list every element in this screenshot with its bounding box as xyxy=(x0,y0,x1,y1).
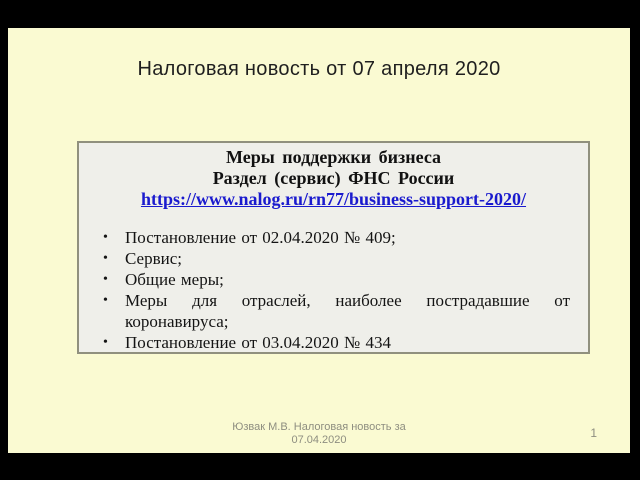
bullet-text: Сервис; xyxy=(125,249,182,268)
bullet-item-4 xyxy=(101,290,570,332)
bullet-text: Постановление от 03.04.2020 № 434 xyxy=(125,333,392,352)
page-number: 1 xyxy=(590,426,597,440)
bullet-item-1 xyxy=(101,227,570,248)
bullet-list xyxy=(79,227,588,353)
box-heading-link-row xyxy=(79,189,588,210)
bullet-text: Общие меры; xyxy=(125,270,224,289)
box-heading-line2: Раздел (сервис) ФНС России xyxy=(212,168,455,188)
footer-line2: 07.04.2020 xyxy=(291,434,347,446)
bullet-icon: • xyxy=(103,335,108,350)
content-box xyxy=(77,141,590,354)
fns-support-link[interactable]: https://www.nalog.ru/rn77/business-support-2020/ xyxy=(140,189,527,209)
slide-footer xyxy=(8,421,630,447)
slide-title: Налоговая новость от 07 апреля 2020 xyxy=(137,58,501,80)
bullet-text-line2: коронавируса; xyxy=(125,312,229,331)
bullet-item-2 xyxy=(101,248,570,269)
bullet-text-line1: Меры для отраслей, наиболее пострадавшие от xyxy=(125,291,570,310)
bullet-icon: • xyxy=(103,251,108,266)
bullet-item-3 xyxy=(101,269,570,290)
bullet-text: Постановление от 02.04.2020 № 409; xyxy=(125,228,396,247)
presentation-slide xyxy=(8,28,630,453)
bullet-icon: • xyxy=(103,293,108,308)
footer-line1: Юзвак М.В. Налоговая новость за xyxy=(232,421,406,433)
bullet-icon: • xyxy=(103,272,108,287)
bullet-icon: • xyxy=(103,230,108,245)
bullet-item-5 xyxy=(101,332,570,353)
box-heading-line1: Меры поддержки бизнеса xyxy=(225,147,442,167)
